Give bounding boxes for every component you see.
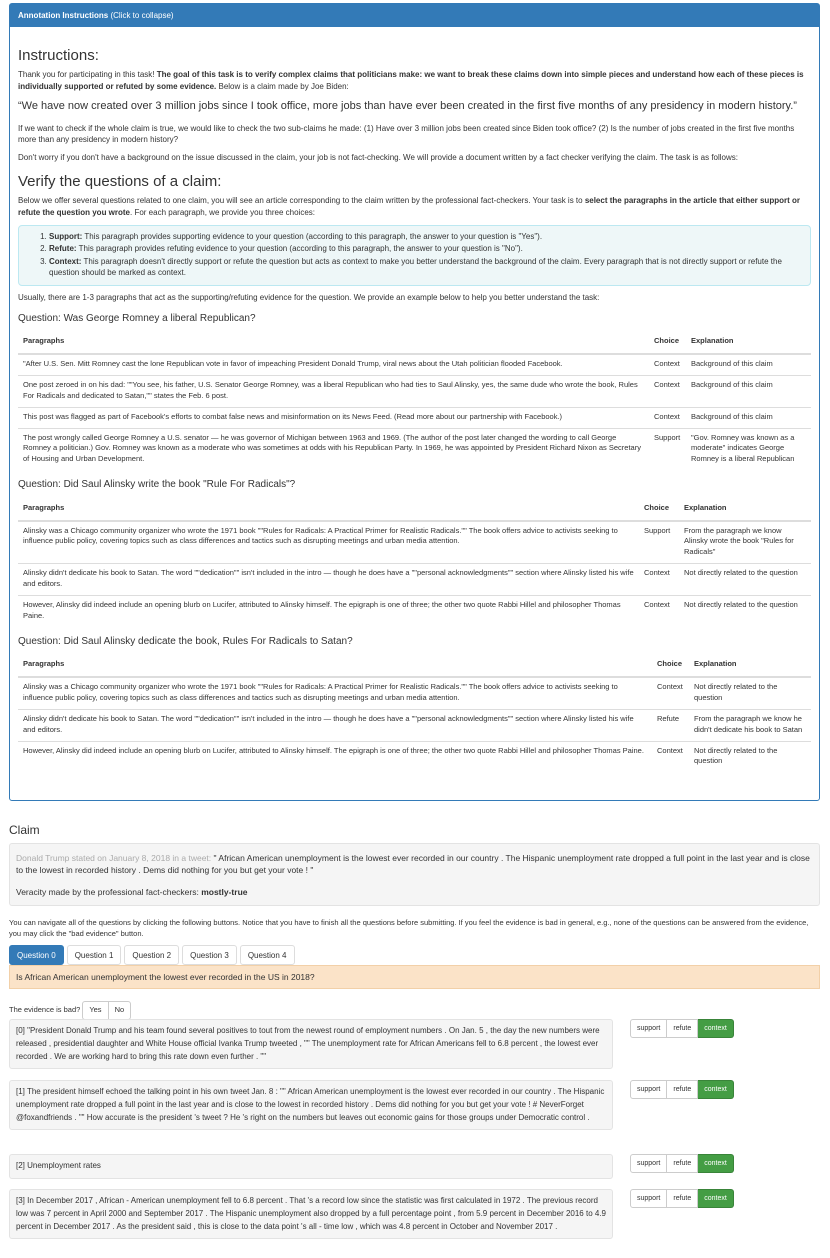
instructions-heading: Instructions: <box>18 47 99 64</box>
evidence-paragraph: [2] Unemployment rates <box>9 1154 613 1179</box>
claim-text: Donald Trump stated on January 8, 2018 in a tweet: " African American unemployment is the lowest ever recorded in our country . The Hispanic unemployment rate dropped a full point in the last year and is close to the lowest in recorded history . Dems did nothing for you but get your vote ! " <box>16 853 810 876</box>
table-row: This post was flagged as part of Facebook's efforts to combat false news and misinformation on its News Feed. (Read more about our partnership with Facebook.) Context Background of this claim <box>18 407 811 428</box>
verify-heading: Verify the questions of a claim: <box>18 173 222 191</box>
table-row: Alinsky was a Chicago community organizer who wrote the 1971 book ""Rules for Radicals: A Practical Primer for Realistic Radicals."" The book offers advice to activists seeking to influence public policy, covering topics such as class differences and tactics such as disrupting meetings and urban media attention. Context Not directly related to the question <box>18 677 811 709</box>
usually-note: Usually, there are 1-3 paragraphs that act as the supporting/refuting evidence for the question. We provide an example below to help you better understand the task: <box>18 293 600 303</box>
evidence-paragraph: [1] The president himself echoed the talking point in his own tweet Jan. 8 : "" African American unemployment is the lowest ever recorded in our country . The Hispanic unemployment rate dropped a full point in the last year and is close to the lowest in recorded history . Dems did nothing for you but get your vote ! # NeverForget @foxandfriends . "" How accurate is the president 's tweet ? He 's right on the numbers but leaves out economic gains for those groups under Democratic control . <box>9 1080 613 1130</box>
refute-definition: 2. Refute: This paragraph provides refuting evidence to your question (according to this paragraph, the answer to your question is "No"). <box>49 243 802 255</box>
context-button[interactable]: context <box>698 1154 734 1173</box>
collapse-toggle[interactable]: (Click to collapse) <box>110 11 174 20</box>
verify-description: Below we offer several questions related to one claim, you will see an article corresponding to the claim written by the professional fact-checkers. Your task is to select the paragraphs in the article that either support or refute the question you wrote. For each paragraph, we provide you three choices: <box>18 196 800 218</box>
support-button[interactable]: support <box>630 1189 667 1208</box>
current-question: Is African American unemployment the lowest ever recorded in the US in 2018? <box>9 965 820 989</box>
table-row: However, Alinsky did indeed include an opening blurb on Lucifer, attributed to Alinsky himself. The epigraph is one of three; the other two quote Rabbi Hillel and philosopher Thomas Paine. Context Not directly related to the question <box>18 595 811 626</box>
context-button[interactable]: context <box>698 1019 734 1038</box>
bad-evidence-buttons <box>82 1001 131 1020</box>
context-button[interactable]: context <box>698 1080 734 1099</box>
navigation-note: You can navigate all of the questions by clicking the following buttons. Notice that you have to finish all the questions before submitting. If you feel the evidence is bad in general, e.g., none of the questions can be answered from the evidence, you may click the "bad evidence" button. <box>9 918 809 938</box>
col-explanation: Explanation <box>679 499 811 521</box>
example-claim-quote: “We have now created over 3 million jobs since I took office, more jobs than have ever been created in the first five months of any presidency in modern history.” <box>18 100 797 113</box>
evidence-paragraph: [3] In December 2017 , African - American unemployment fell to 6.8 percent . That 's a record low since the statistic was first calculated in 1972 . The previous record low was 7 percent in April 2000 and September 2017 . The Hispanic unemployment also dropped by a full percentage point , from 5.9 percent in December 2016 to 4.9 percent in December 2017 . As the president said , this is close to the data point 's all - time low , which was 4.8 percent in October and November 2017 . <box>9 1189 613 1239</box>
example-question: Question: Did Saul Alinsky write the book "Rule For Radicals"? <box>18 479 296 491</box>
col-paragraphs: Paragraphs <box>18 332 649 354</box>
example-question: Question: Was George Romney a liberal Republican? <box>18 312 256 324</box>
subclaim-text: If we want to check if the whole claim is true, we would like to check the two sub-claims he made: (1) Have over 3 million jobs been created since Biden took office? (2) Is the number of jobs created in the first five months more than any presidency in modern history? <box>18 123 795 145</box>
table-row: However, Alinsky did indeed include an opening blurb on Lucifer, attributed to Alinsky himself. The epigraph is one of three; the other two quote Rabbi Hillel and philosopher Thomas Paine. Context Not directly related to the question <box>18 741 811 772</box>
bad-evidence-no-button[interactable]: No <box>109 1001 132 1020</box>
bad-evidence-label: The evidence is bad? <box>9 1005 81 1014</box>
support-definition: 1. Support: This paragraph provides supporting evidence to your question (according to this paragraph, the answer to your question is "Yes"). <box>49 231 802 243</box>
example-table <box>18 655 811 772</box>
question-tabs <box>9 945 298 965</box>
paragraph-choice-group <box>630 1189 734 1208</box>
context-definition: 3. Context: This paragraph doesn't directly support or refute the question but acts as context to make you better understand the background of the claim. Every paragraph that is not directly support or refute the question should be marked as context. <box>49 256 802 279</box>
col-choice: Choice <box>649 332 686 354</box>
bad-evidence-row <box>9 1001 131 1020</box>
choice-definitions <box>18 225 811 286</box>
panel-header[interactable] <box>10 4 819 27</box>
example-table <box>18 499 811 627</box>
claim-source: Donald Trump stated on January 8, 2018 in a tweet: <box>16 853 212 863</box>
table-row: Alinsky didn't dedicate his book to Satan. The word ""dedication"" isn't included in the intro — though he does have a ""personal acknowledgments"" section where Alinsky listed his wife and editors. Refute From the paragraph we know he didn't dedicate his book to Satan <box>18 709 811 741</box>
context-button[interactable]: context <box>698 1189 734 1208</box>
table-row: "After U.S. Sen. Mitt Romney cast the lone Republican vote in favor of impeaching President Donald Trump, viral news about the Utah politician flooded Facebook. Context Background of this claim <box>18 354 811 375</box>
table-row: Alinsky didn't dedicate his book to Satan. The word ""dedication"" isn't included in the intro — though he does have a ""personal acknowledgments"" section where Alinsky listed his wife and editors. Context Not directly related to the question <box>18 564 811 596</box>
col-explanation: Explanation <box>689 655 811 677</box>
background-note: Don't worry if you don't have a background on the issue discussed in the claim, your job is not fact-checking. We will provide a document written by a fact checker verifying the claim. The task is as follows: <box>18 152 738 162</box>
veracity-line: Veracity made by the professional fact-checkers: mostly-true <box>16 886 248 897</box>
support-button[interactable]: support <box>630 1154 667 1173</box>
example-table <box>18 332 811 470</box>
refute-button[interactable]: refute <box>667 1019 698 1038</box>
col-explanation: Explanation <box>686 332 811 354</box>
support-button[interactable]: support <box>630 1019 667 1038</box>
col-paragraphs: Paragraphs <box>18 655 652 677</box>
tab-question-2[interactable]: Question 2 <box>124 945 179 965</box>
refute-button[interactable]: refute <box>667 1189 698 1208</box>
table-row: Alinsky was a Chicago community organizer who wrote the 1971 book ""Rules for Radicals: A Practical Primer for Realistic Radicals."" The book offers advice to activists seeking to influence public policy, covering topics such as class differences and tactics such as disrupting meetings and urban media attention. Support From the paragraph we know Alinsky wrote the book "Rules for Radicals" <box>18 521 811 564</box>
paragraph-choice-group <box>630 1019 734 1038</box>
tab-question-0[interactable]: Question 0 <box>9 945 64 965</box>
refute-button[interactable]: refute <box>667 1080 698 1099</box>
evidence-paragraph: [0] "President Donald Trump and his team found several positives to tout from the newest round of employment numbers . On Jan. 5 , the day the new numbers were released , presidential daughter and White House official Ivanka Trump tweeted , "" The unemployment rate for African Americans fell to 6.8 percent , the lowest ever recorded . We are working hard to bring this rate down even further . "" <box>9 1019 613 1069</box>
tab-question-4[interactable]: Question 4 <box>240 945 295 965</box>
veracity-value: mostly-true <box>201 886 248 897</box>
paragraph-choice-group <box>630 1080 734 1099</box>
example-question: Question: Did Saul Alinsky dedicate the book, Rules For Radicals to Satan? <box>18 635 353 647</box>
table-row: One post zeroed in on his dad: ""You see, his father, U.S. Senator George Romney, was a liberal Republican who had ties to Saul Alinsky, yes, the same dude who wrote the book, Rules For Radicals and dedicated to Satan,"" states the Feb. 6 post. Context Background of this claim <box>18 375 811 407</box>
col-paragraphs: Paragraphs <box>18 499 639 521</box>
col-choice: Choice <box>652 655 689 677</box>
bad-evidence-yes-button[interactable]: Yes <box>82 1001 108 1020</box>
support-button[interactable]: support <box>630 1080 667 1099</box>
tab-question-1[interactable]: Question 1 <box>67 945 122 965</box>
claim-heading: Claim <box>9 823 40 837</box>
refute-button[interactable]: refute <box>667 1154 698 1173</box>
col-choice: Choice <box>639 499 679 521</box>
tab-question-3[interactable]: Question 3 <box>182 945 237 965</box>
claim-box <box>9 843 820 906</box>
intro-text: Thank you for participating in this task! The goal of this task is to verify complex claims that politicians make: we want to break these claims down into simple pieces and understand how each of these pieces is individually supported or refuted by some evidence. Below is a claim made by Joe Biden: <box>18 70 804 91</box>
paragraph-choice-group <box>630 1154 734 1173</box>
panel-title: Annotation Instructions <box>18 11 109 20</box>
table-row: The post wrongly called George Romney a U.S. senator — he was governor of Michigan between 1963 and 1969. (The author of the post later changed the wording to call George Romney a politician.) Gov. Romney was known as a moderate who was sometimes at odds with his Republican Party. In 1969, he was appointed by President Richard Nixon as Secretary of Housing and Urban Development. Support "Gov. Romney was known as a moderate" indicates George Romney is a liberal Republican <box>18 428 811 470</box>
instructions-panel <box>9 3 820 801</box>
